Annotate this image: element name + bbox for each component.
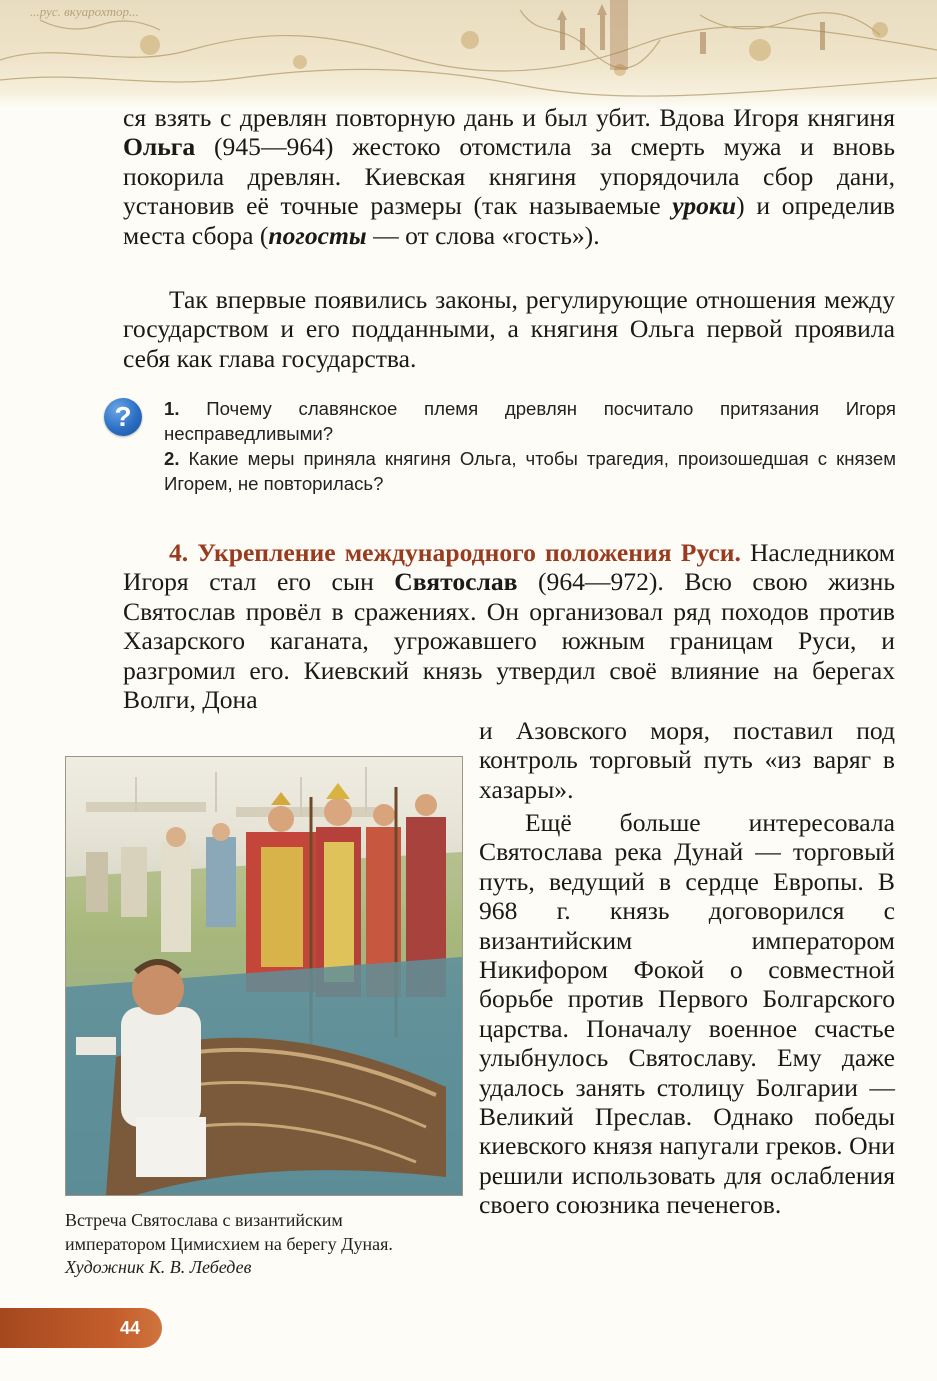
question-2-text: Какие меры приняла княгиня Ольга, чтобы трагедия, произошедшая с князем Игорем, не повторилась? <box>164 448 896 494</box>
question-2 <box>164 446 896 496</box>
caption-text: Встреча Святослава с византийским императором Цимисхием на берегу Дуная. <box>65 1210 393 1254</box>
section-text-2: (964—972). Всю свою жизнь Святослав провёл в сражениях. Он организовал ряд походов против Хазарского каганата, угрожавшего южным границам Руси, и разгромил его. Киевский князь утвердил своё влияние на берегах Волги, Дона <box>123 567 895 715</box>
painting-image <box>66 757 462 1195</box>
question-2-number: 2. <box>164 448 180 469</box>
p1-text-2: княгиня <box>807 103 895 132</box>
term-olga: Ольга <box>123 132 196 162</box>
paragraph-olga <box>123 103 895 250</box>
p4-text: и Азовского моря, поставил под контроль торговый путь «из варяг в хазары». <box>479 716 895 804</box>
term-svyatoslav: Святослав <box>394 567 518 597</box>
section-title: 4. Укрепление международного положения Руси. <box>169 538 741 567</box>
paragraph-laws <box>123 285 895 373</box>
p1-text-1: ся взять с древлян повторную дань и был убит. Вдова Игоря <box>123 103 808 132</box>
p2-text: Так впервые появились законы, регулирующие отношения между государством и его подданными, а княгиня Ольга первой проявила себя как глава государства. <box>123 285 895 373</box>
p1-text-5: — от слова «гость»). <box>366 220 600 250</box>
term-pogosty: погосты <box>268 220 367 250</box>
p1-text-3: (945—964) жестоко отомстила за смерть мужа и вновь покорила древлян. Киевская княгиня упорядочила сбор дани, установив её точные размеры (так называемые <box>123 132 895 221</box>
caption-author: Художник К. В. Лебедев <box>65 1257 252 1277</box>
p5-text: Ещё больше интересовала Святослава река Дунай — торговый путь, ведущий в сердце Европы. В 968 г. князь договорился с византийским императором Никифором Фокой о совместной борьбе против Первого Болгарского царства. Поначалу военное счастье улыбнулось Святославу. Ему даже удалось занять столицу Болгарии — Великий Преслав. Однако победы киевского князя напугали греков. Они решили использовать для ослабления своего союзника печенегов. <box>479 808 895 1220</box>
header-decoration <box>0 0 937 108</box>
question-1-number: 1. <box>164 398 180 419</box>
paragraph-azov <box>479 716 895 804</box>
header-faded-text: ...рус. вкуарохтор... <box>30 4 139 19</box>
map-engraving-image <box>0 0 937 108</box>
question-icon: ? <box>104 398 142 436</box>
question-1 <box>164 396 896 446</box>
question-1-text: Почему славянское племя древлян посчитало притязания Игоря несправедливыми? <box>164 398 896 444</box>
term-uroki: уроки <box>672 191 737 221</box>
section-4 <box>123 538 895 714</box>
p1-text-4: ) и определив места сбора ( <box>123 191 896 250</box>
illustration-caption <box>65 1209 445 1280</box>
questions-block <box>164 396 896 496</box>
page-number: 44 <box>120 1318 141 1338</box>
illustration-painting <box>65 756 463 1196</box>
paragraph-danube <box>479 808 895 1220</box>
section-text-1: Наследником Игоря стал его сын <box>123 538 896 597</box>
